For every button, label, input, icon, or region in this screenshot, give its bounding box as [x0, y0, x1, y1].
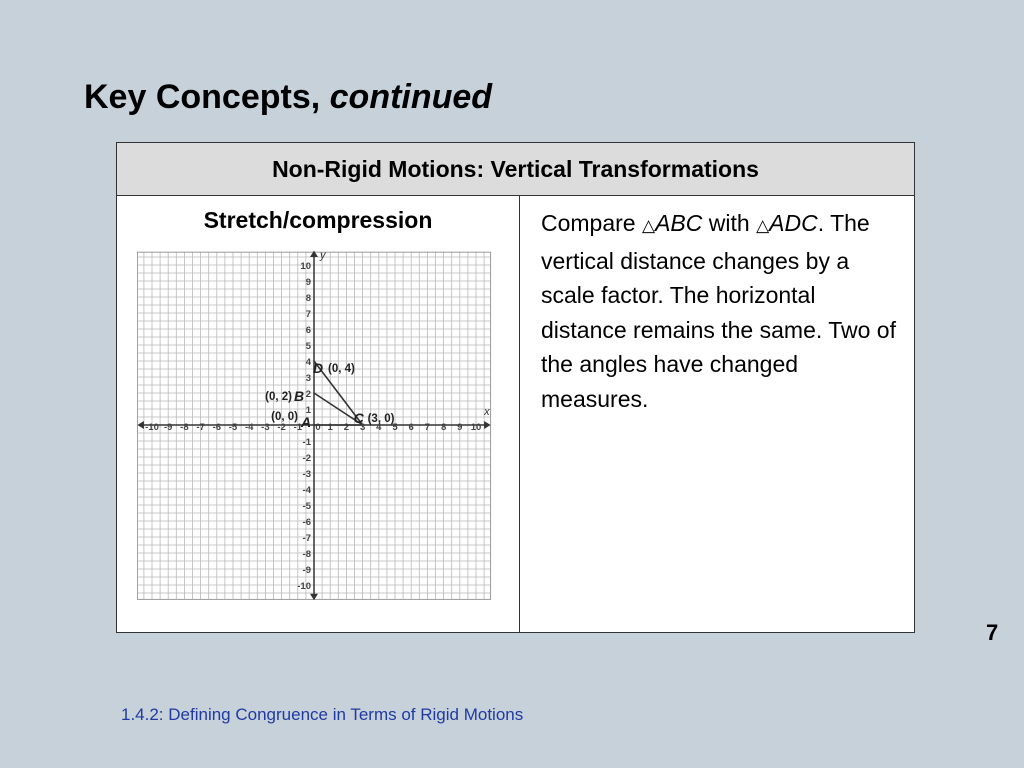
y-tick-label: -7 [302, 533, 311, 544]
x-tick-label: -9 [163, 422, 173, 433]
point-d-coord: (0, 4) [328, 363, 355, 375]
desc-compare: Compare [541, 210, 636, 236]
x-tick-label: 5 [392, 422, 398, 433]
point-a-coord: (0, 0) [271, 411, 298, 423]
x-tick-label: -4 [244, 422, 254, 433]
y-tick-label: 1 [305, 405, 311, 416]
footer-text: 1.4.2: Defining Congruence in Terms of Rigid Motions [121, 705, 524, 724]
y-tick-label: 4 [305, 357, 311, 368]
desc-rest: The vertical distance changes by a scale factor. The horizontal distance remains the same. Two of the angles have changed measures. [541, 210, 896, 412]
point-b-name: B [294, 388, 305, 404]
x-tick-label: 2 [343, 422, 350, 433]
x-tick-label: -3 [261, 422, 270, 433]
triangle-name-2: ADC [769, 210, 818, 236]
x-tick-label: -5 [228, 422, 238, 433]
y-tick-label: -10 [297, 581, 311, 592]
point-b-coord: (0, 2) [265, 391, 292, 403]
y-tick-label: -6 [302, 517, 311, 528]
desc-with: with [708, 210, 750, 236]
y-tick-label: -3 [302, 469, 311, 480]
x-tick-label: 10 [470, 422, 482, 433]
y-tick-label: 7 [305, 309, 311, 320]
table-header: Non-Rigid Motions: Vertical Transformations [117, 143, 914, 196]
y-tick-label: 2 [305, 389, 311, 400]
x-tick-label: 4 [376, 422, 382, 433]
y-tick-label: -5 [302, 501, 311, 512]
x-tick-label: -2 [277, 422, 286, 433]
concept-table [116, 142, 915, 633]
point-d-name: D [313, 360, 324, 376]
title-continued: continued [329, 78, 493, 116]
x-tick-label: 0 [315, 422, 321, 433]
y-tick-label: 9 [305, 277, 311, 288]
x-axis-label: x [484, 406, 490, 418]
x-tick-label: -7 [196, 422, 205, 433]
x-tick-label: -6 [212, 422, 222, 433]
y-tick-label: -1 [302, 437, 311, 448]
x-tick-label: 7 [424, 422, 431, 433]
x-tick-label: 3 [359, 422, 366, 433]
y-tick-label: 3 [305, 373, 311, 384]
page-number: 7 [986, 620, 999, 645]
title-main: Key Concepts, [84, 78, 321, 116]
point-c-name: C [353, 410, 364, 426]
description-text [541, 206, 901, 416]
triangle-name-1: ABC [655, 210, 703, 236]
y-tick-label: 6 [305, 325, 311, 336]
x-tick-label: -8 [180, 422, 189, 433]
y-tick-label: -9 [302, 565, 311, 576]
y-tick-label: 10 [300, 261, 311, 272]
desc-period: . [817, 210, 825, 236]
y-tick-label: -2 [302, 453, 311, 464]
slide-title [84, 78, 492, 117]
y-tick-label: -4 [302, 485, 311, 496]
point-c-coord: (3, 0) [367, 413, 395, 425]
x-tick-label: -10 [145, 422, 159, 433]
x-tick-label: 9 [457, 422, 463, 433]
cell-heading: Stretch/compression [203, 207, 433, 233]
point-a-name: A [301, 414, 312, 430]
y-tick-label: 5 [305, 341, 311, 352]
y-axis-label: y [320, 249, 326, 262]
x-tick-label: 6 [408, 422, 414, 433]
x-tick-label: 8 [440, 422, 447, 433]
coordinate-graph [137, 249, 497, 616]
y-tick-label: -8 [302, 549, 311, 560]
triangle-symbol-1: △ [642, 216, 656, 235]
y-tick-label: 8 [305, 293, 311, 304]
left-cell [117, 196, 520, 632]
right-cell [520, 196, 914, 632]
triangle-symbol-2: △ [756, 216, 770, 235]
x-tick-label: 1 [327, 422, 333, 433]
x-tick-label: -1 [293, 422, 303, 433]
